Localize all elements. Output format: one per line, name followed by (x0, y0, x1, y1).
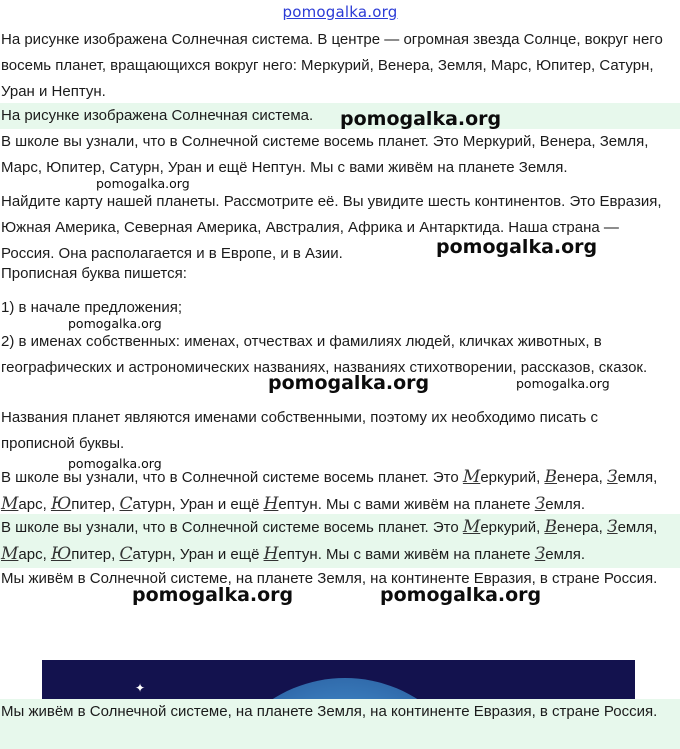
watermark: pomogalka.org (68, 456, 162, 471)
answer-highlight-1: На рисунке изображена Солнечная система. (0, 103, 680, 129)
watermark: pomogalka.org (132, 584, 294, 606)
rule-note: Названия планет являются именами собственными, поэтому их необходимо писать с прописной буквы. (1, 409, 598, 452)
answer-highlight-final: Мы живём в Солнечной системе, на планете Земля, на континенте Евразия, в стране Россия. (0, 699, 680, 749)
watermark: pomogalka.org (380, 584, 542, 606)
watermark: pomogalka.org (516, 376, 610, 391)
planets-paragraph: В школе вы узнали, что в Солнечной системе восемь планет. Это Меркурий, Венера, Земля, Марс, Юпитер, Сатурн, Уран и ещё Нептун. Мы с вами живём на планете Земля. (1, 133, 649, 176)
rule-item-1: 1) в начале предложения; (1, 299, 183, 316)
continents-paragraph: Найдите карту нашей планеты. Рассмотрите её. Вы увидите шесть континентов. Это Евразия, Южная Америка, Северная Америка, Австралия, Африка и Антарктида. Наша страна — Россия. Она располагается и в Европе, и в Азии. (1, 193, 662, 262)
solar-system-image (42, 660, 635, 704)
corrected-text-highlight: В школе вы узнали, что в Солнечной системе восемь планет. Это Меркурий, Венера, Земля, Марс, Юпитер, Сатурн, Уран и ещё Нептун. Мы с вами живём на планете Земля. (0, 514, 680, 568)
star-icon: ✦ (135, 681, 146, 695)
final-paragraph: Мы живём в Солнечной системе, на планете Земля, на континенте Евразия, в стране Россия. (1, 570, 658, 587)
site-link[interactable]: pomogalka.org (282, 3, 398, 21)
watermark: pomogalka.org (96, 176, 190, 191)
intro-paragraph: На рисунке изображена Солнечная система. В центре — огромная звезда Солнце, вокруг него восемь планет, вращающихся вокруг него: Меркурий, Венера, Земля, Марс, Юпитер, Сатурн, Уран и Нептун. (1, 31, 663, 100)
rule-item-2: 2) в именах собственных: именах, отчествах и фамилиях людей, кличках животных, в географических и астрономических названиях, названиях стихотворении, рассказов, сказок. (1, 333, 648, 376)
watermark: pomogalka.org (340, 108, 502, 130)
watermark: pomogalka.org (436, 236, 598, 258)
corrected-text-1: В школе вы узнали, что в Солнечной системе восемь планет. Это Меркурий, Венера, Земля, Марс, Юпитер, Сатурн, Уран и ещё Нептун. Мы с вами живём на планете Земля. (1, 467, 658, 514)
watermark: pomogalka.org (68, 316, 162, 331)
rule-title: Прописная буква пишется: (1, 265, 187, 282)
watermark: pomogalka.org (268, 372, 430, 394)
